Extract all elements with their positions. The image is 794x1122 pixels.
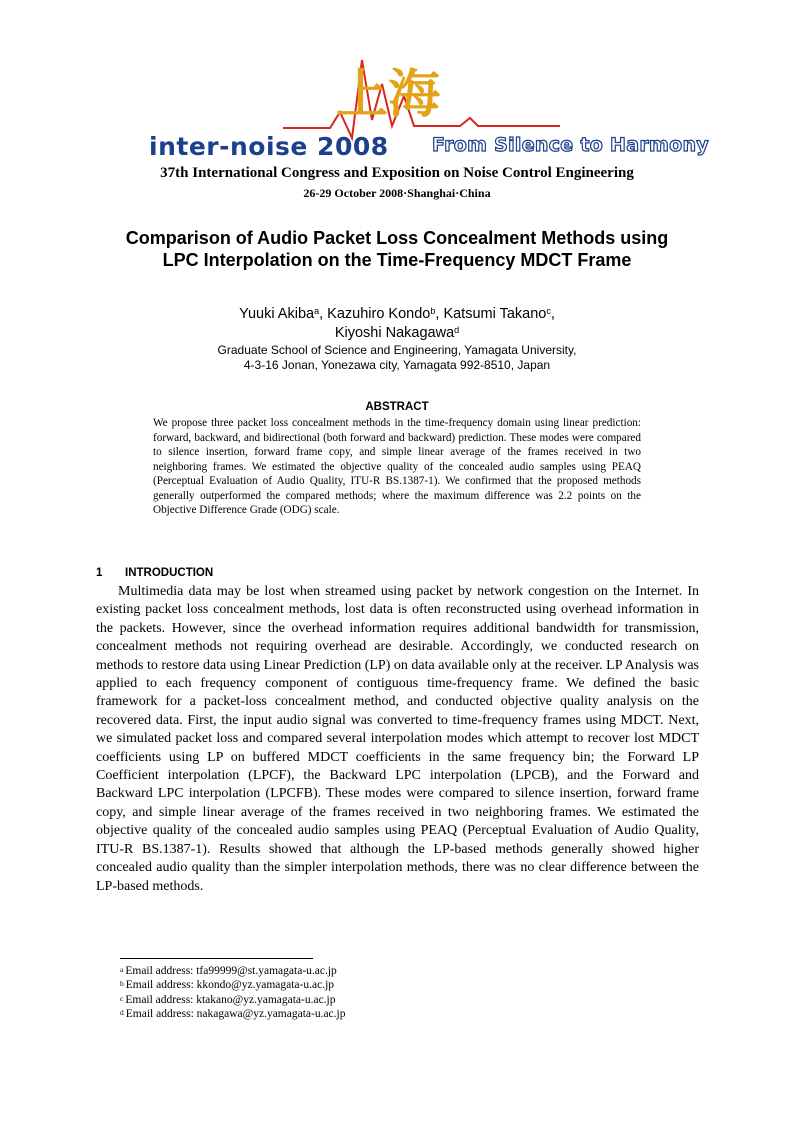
footnote (120, 993, 345, 1007)
paper-title (60, 227, 734, 271)
footnote-mark: a (120, 965, 124, 974)
footnote-text: Email address: kkondo@yz.yamagata-u.ac.jp (125, 979, 335, 992)
logo-brand: inter-noise 2008 (149, 132, 389, 161)
abstract-heading: ABSTRACT (365, 401, 429, 413)
footnote-text: Email address: nakagawa@yz.yamagata-u.ac.jp (125, 1007, 346, 1020)
author-line-1 (0, 305, 794, 324)
author-separator: , (435, 306, 444, 322)
author-mark: d (454, 325, 460, 335)
paper-title-line-2: LPC Interpolation on the Time-Frequency MDCT Frame (162, 250, 632, 270)
footnote (120, 1007, 345, 1021)
footnote-text: Email address: tfa99999@st.yamagata-u.ac.jp (125, 965, 337, 977)
footnote (120, 978, 345, 992)
author-separator: , (550, 306, 555, 322)
footnote-text: Email address: ktakano@yz.yamagata-u.ac.jp (125, 993, 336, 1006)
footnote-mark: b (120, 979, 124, 989)
section-heading (96, 567, 213, 579)
logo-chinese-characters: 上海 (336, 65, 441, 125)
introduction-paragraph: Multimedia data may be lost when streamed using packet by network congestion on the Internet. In existing packet loss concealment methods, lost data is often reconstructed using overhead information in the packets. However, since the overhead information requires additional bandwidth for transmission, concealment methods not requiring overhead are desirable. Accordingly, we conducted research on methods to restore data using Linear Prediction (LP) on data available only at the receiver. LP Analysis was applied to each frequency component of contiguous time-frequency frame. We defined the basic framework for a packet-loss concealment method, and conducted objective quality analysis on the recovered data. First, the input audio signal was converted to time-frequency frames using MDCT. Next, we simulated packet loss and compared several interpolation modes which attempt to recover lost MDCT coefficients using LP on buffered MDCT coefficients in the same frequency bin; the Forward LP Coefficient interpolation (LPCF), the Backward LPC interpolation (LPCB), and the Forward and Backward LPC interpolation (LPCFB). These modes were compared to silence insertion, forward frame copy, and simple linear average of the frames received in two neighboring frames. We estimated the objective quality of the concealed audio samples using PEAQ (Perceptual Evaluation of Audio Quality, ITU-R BS.1387-1). Results showed that although the LP-based methods generally showed higher concealed audio quality than the simpler interpolation methods, there was no clear difference between the LP-based methods. (96, 584, 699, 894)
author-list (0, 305, 794, 343)
section-title: INTRODUCTION (125, 567, 214, 579)
author-name: Kazuhiro Kondo (327, 306, 431, 322)
abstract-text: We propose three packet loss concealment methods in the time-frequency domain using linear prediction: forward, backward, and bidirectional (both forward and backward) prediction. These modes were compared to silence insertion, forward frame copy, and simple linear average of the frames received in two neighboring frames. We estimated the objective quality of the concealed audio samples using PEAQ (Perceptual Evaluation of Audio Quality, ITU-R BS.1387-1). We confirmed that the proposed methods generally outperformed the compared methods; where the maximum difference was 2.2 points on the Objective Difference Grade (ODG) scale. (153, 417, 641, 516)
footnote-divider (120, 958, 313, 959)
affiliation-line-1: Graduate School of Science and Engineering, Yamagata University, (217, 343, 577, 357)
conference-dates: 26-29 October 2008·Shanghai·China (303, 186, 491, 200)
author-mark: b (430, 306, 436, 316)
section-number: 1 (96, 567, 103, 579)
paper-title-line-1: Comparison of Audio Packet Loss Concealment Methods using (125, 228, 669, 248)
affiliation-line-2: 4-3-16 Jonan, Yonezawa city, Yamagata 992-8510, Japan (243, 358, 551, 372)
affiliation (0, 343, 794, 373)
conference-title: 37th International Congress and Exposition on Noise Control Engineering (160, 165, 634, 181)
footnote-mark: d (120, 1007, 124, 1017)
author-separator: , (319, 306, 328, 322)
logo-slogan: From Silence to Harmony (432, 134, 709, 156)
author-mark: c (546, 306, 551, 316)
footnote-mark: c (120, 993, 124, 1003)
author-line-2 (0, 324, 794, 343)
footnotes (120, 964, 345, 1021)
footnote (120, 964, 345, 978)
author-name: Katsumi Takano (443, 306, 547, 322)
author-name: Yuuki Akiba (239, 306, 315, 322)
author-name: Kiyoshi Nakagawa (334, 325, 455, 341)
author-mark: a (314, 306, 320, 316)
